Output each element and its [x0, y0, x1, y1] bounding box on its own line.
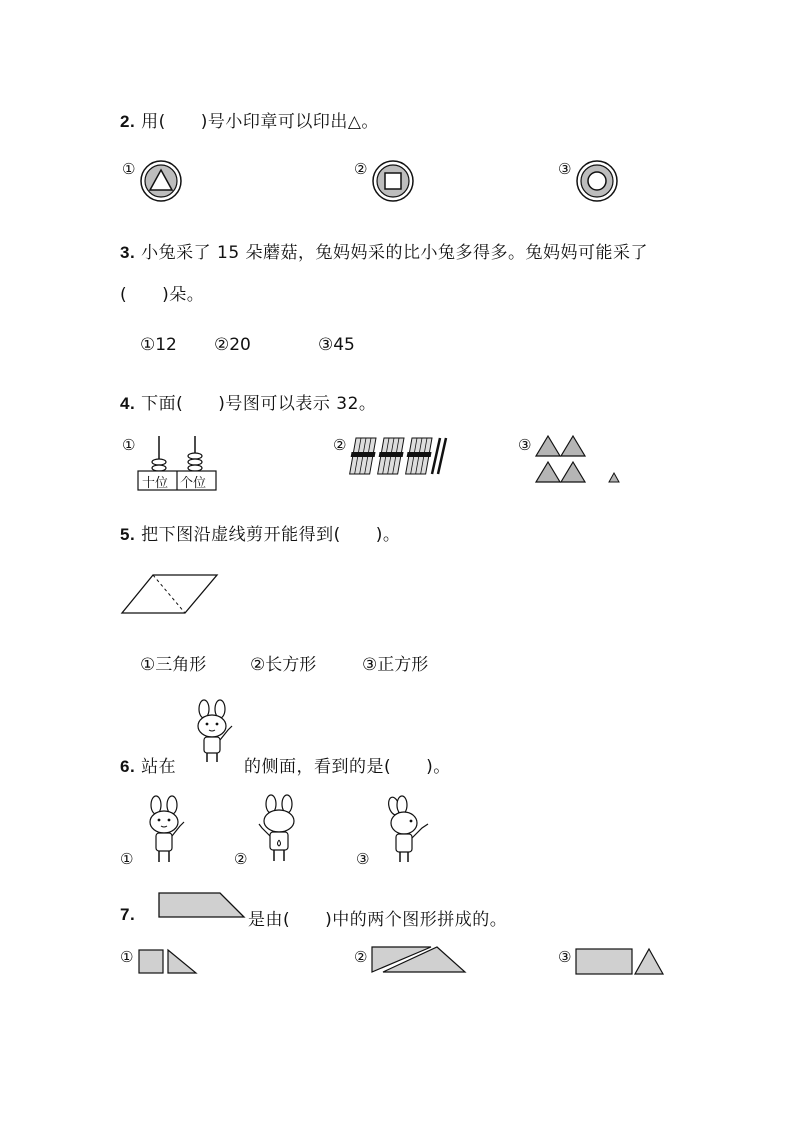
question-7-number — [120, 905, 135, 925]
rabbit-front-view-icon — [138, 796, 194, 866]
rabbit-side-view-icon — [378, 796, 438, 866]
option-marker-2: ② — [354, 160, 368, 178]
abacus-label-ones: 个位 — [180, 476, 207, 491]
trapezoid-figure — [158, 892, 246, 920]
option-2: ②20 — [214, 335, 251, 355]
rabbit-front-icon — [186, 700, 238, 766]
question-number: 4. — [120, 394, 136, 413]
stick-bundle-3 — [404, 438, 434, 474]
question-4 — [120, 389, 376, 414]
option-marker-2: ② — [234, 850, 248, 868]
question-text: 下面( )号图可以表示 32。 — [141, 394, 377, 414]
option-marker-1: ① — [120, 948, 134, 966]
option-marker-2: ② — [354, 948, 368, 966]
question-number: 6. — [120, 757, 136, 776]
option-3: ③正方形 — [362, 655, 429, 675]
option-marker-3: ③ — [558, 948, 572, 966]
option-marker-3: ③ — [518, 436, 532, 454]
triangles-icon — [534, 436, 624, 486]
rectangle-and-triangle-icon — [575, 948, 667, 976]
question-number: 2. — [120, 112, 136, 131]
two-long-triangles-icon — [371, 946, 469, 974]
option-1: ①12 — [140, 335, 177, 355]
question-text: 用( )号小印章可以印出△。 — [141, 112, 379, 132]
stick-bundle-2 — [376, 438, 406, 474]
stamp-square-icon — [372, 160, 416, 204]
option-2: ②长方形 — [250, 655, 317, 675]
question-2 — [120, 107, 379, 132]
question-number: 3. — [120, 243, 136, 262]
question-6-prefix — [120, 752, 176, 777]
option-1: ①三角形 — [140, 655, 207, 675]
square-and-triangle-icon — [138, 949, 200, 975]
stick-bundles-icon — [348, 436, 448, 478]
option-marker-3: ③ — [558, 160, 572, 178]
question-text: 是由( )中的两个图形拼成的。 — [248, 910, 508, 930]
rabbit-back-view-icon — [252, 794, 308, 864]
option-marker-1: ① — [120, 850, 134, 868]
option-3: ③45 — [318, 335, 355, 355]
parallelogram-figure — [121, 574, 219, 616]
question-text-before: 站在 — [141, 757, 177, 777]
option-marker-3: ③ — [356, 850, 370, 868]
abacus-label-tens: 十位 — [142, 476, 169, 491]
question-number: 7. — [120, 905, 136, 924]
option-marker-2: ② — [333, 436, 347, 454]
option-marker-1: ① — [122, 436, 136, 454]
question-number: 5. — [120, 525, 136, 544]
question-text-after: 的侧面，看到的是( )。 — [244, 757, 451, 777]
question-text: 把下图沿虚线剪开能得到( )。 — [141, 525, 401, 545]
stick-bundle-1 — [348, 438, 378, 474]
option-marker-1: ① — [122, 160, 136, 178]
question-3 — [120, 238, 648, 263]
stamp-circle-icon — [576, 160, 620, 204]
question-3-line-2: ( )朵。 — [120, 285, 205, 305]
question-text: 小兔采了 15 朵蘑菇，兔妈妈采的比小兔多得多。兔妈妈可能采了 — [141, 243, 649, 263]
question-5 — [120, 520, 400, 545]
stamp-triangle-icon — [140, 160, 184, 204]
